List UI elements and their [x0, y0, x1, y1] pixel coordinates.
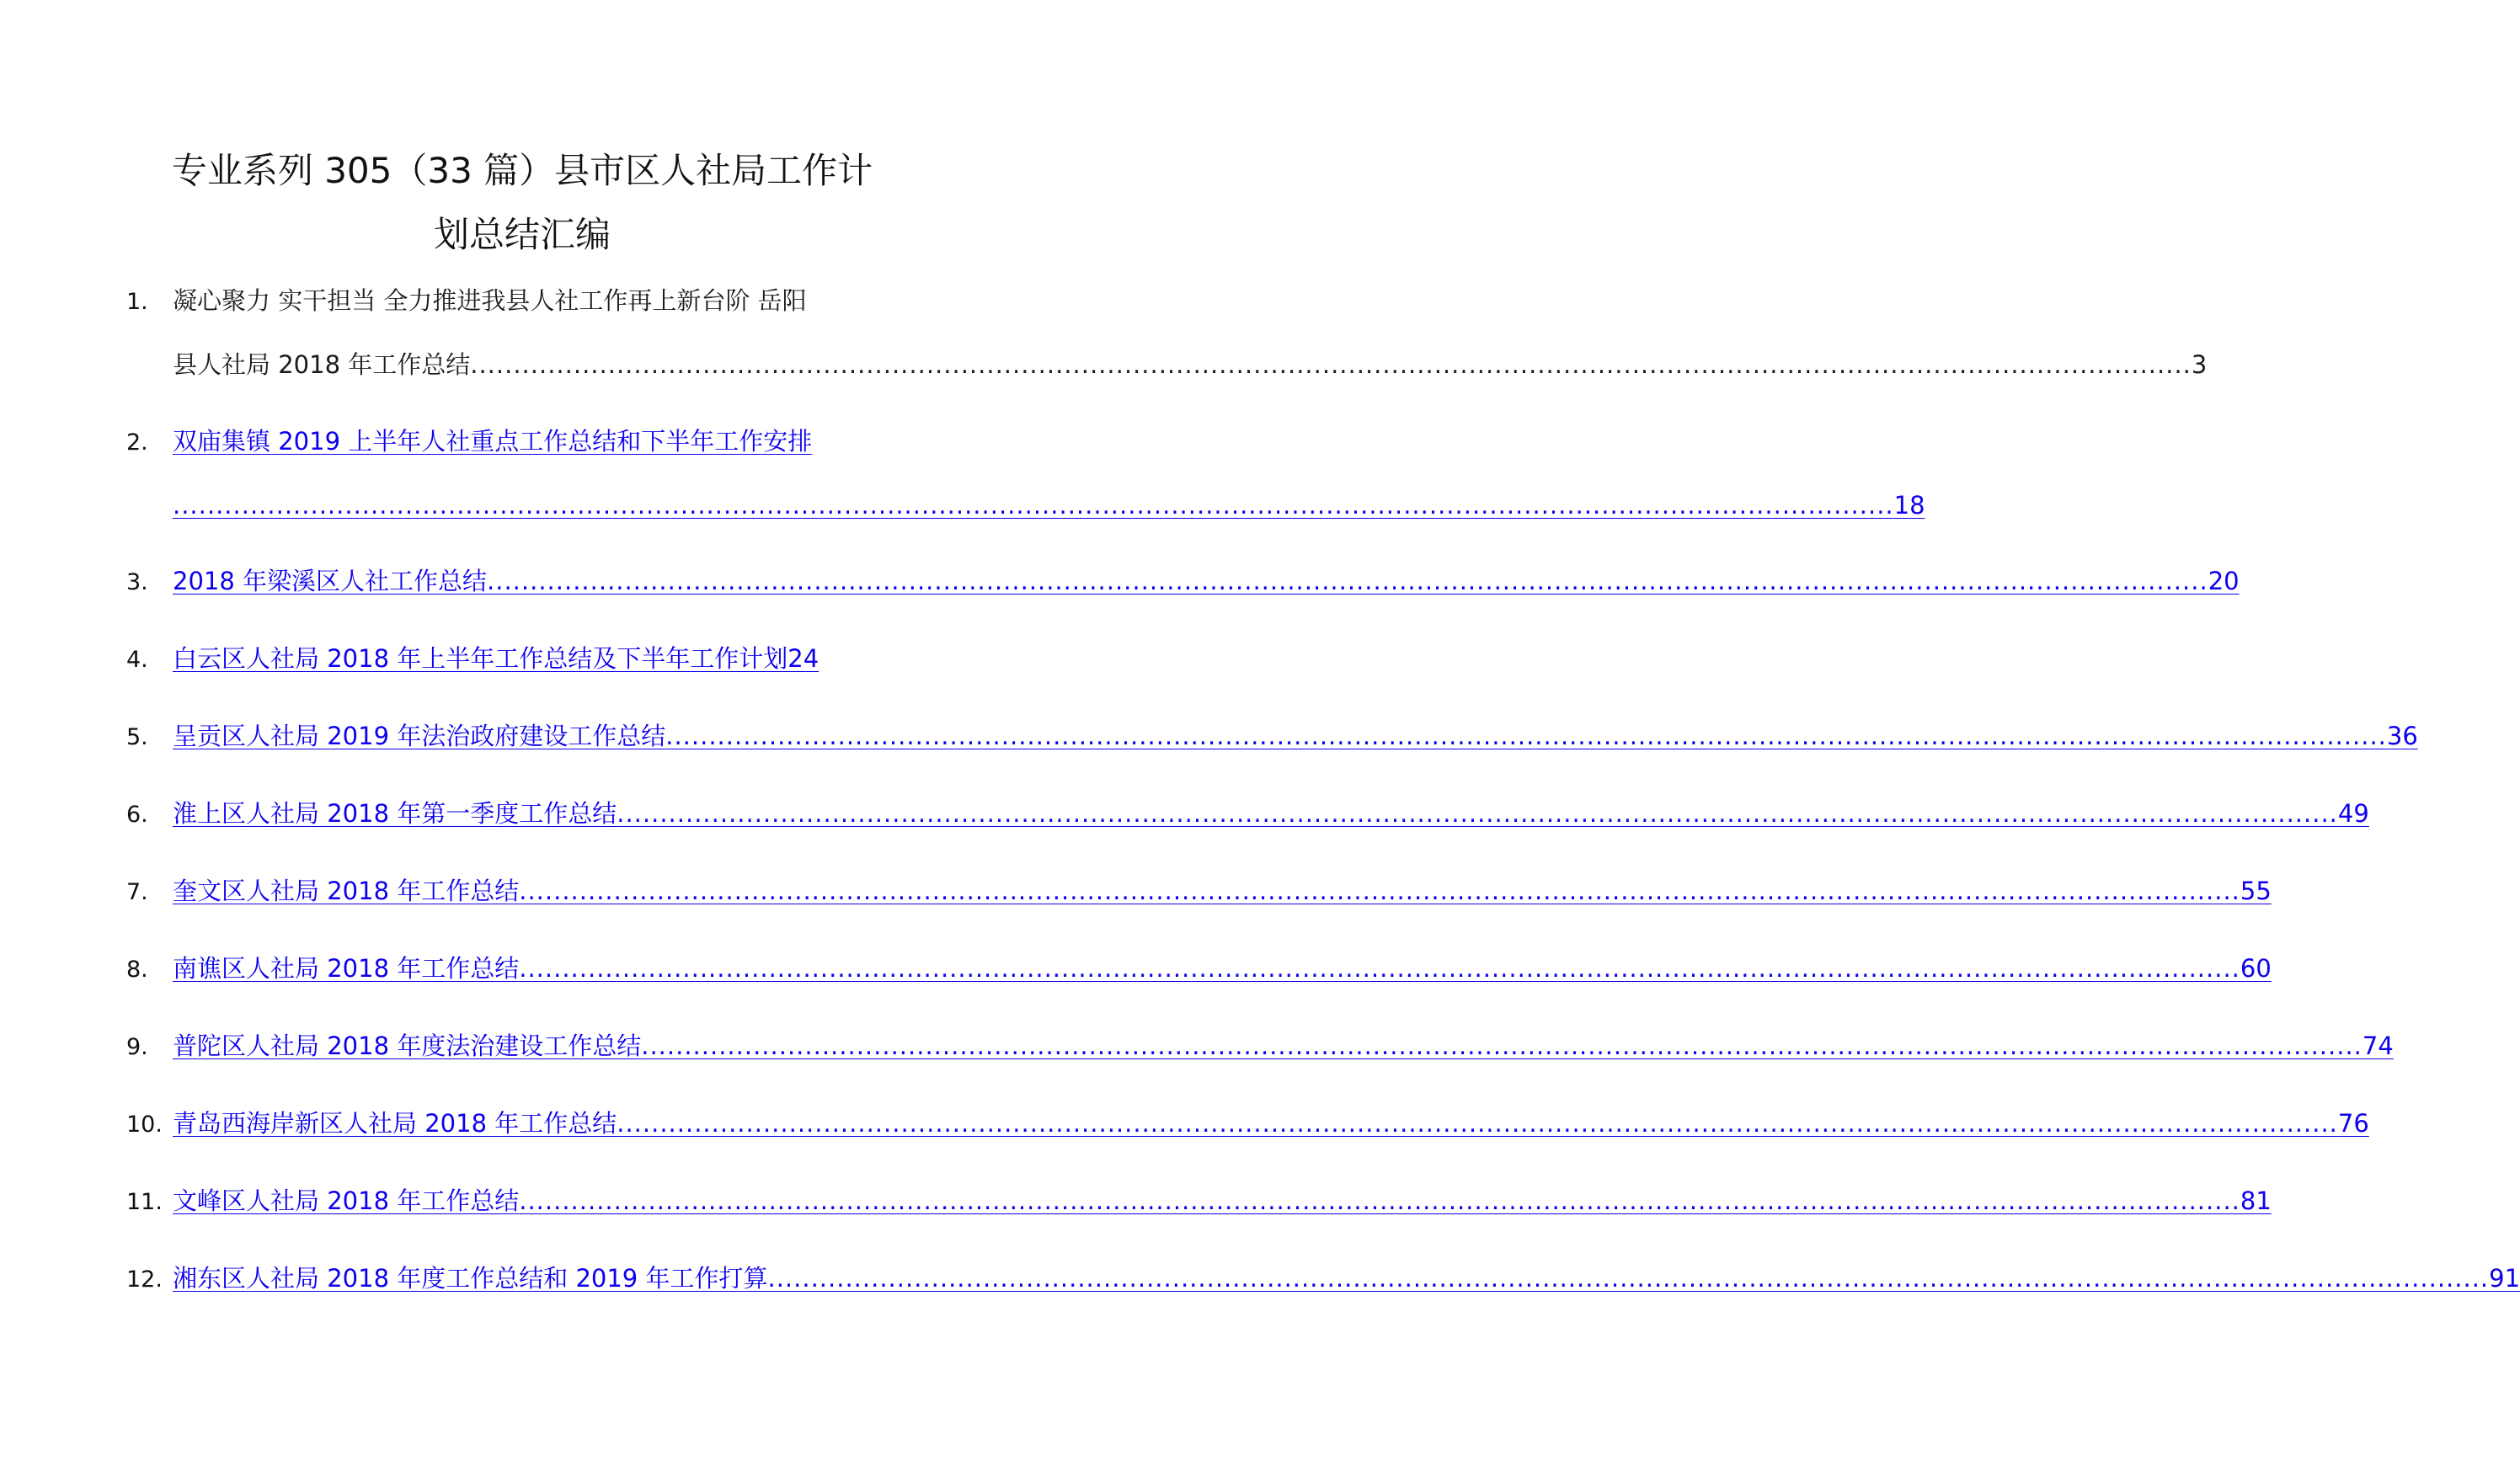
toc-leader-dots: ........................................................................................................................................................................................................	[519, 1186, 2240, 1215]
toc-link-8[interactable]	[173, 954, 2272, 983]
toc-leader-dots: ........................................................................................................................................................................................................	[641, 1032, 2362, 1060]
toc-item-title: 南谯区人社局 2018 年工作总结	[173, 954, 520, 983]
toc-item-number: 10.	[126, 1112, 163, 1138]
toc-item-title: 青岛西海岸新区人社局 2018 年工作总结	[173, 1109, 617, 1138]
toc-link-11[interactable]	[173, 1186, 2272, 1215]
toc-link-6[interactable]	[173, 799, 2369, 828]
document-title-line-1: 专业系列 305（33 篇）县市区人社局工作计	[171, 150, 873, 191]
toc-leader-dots: ........................................................................................................................................................................................................	[617, 799, 2338, 828]
toc-link-2-line-1[interactable]: 双庙集镇 2019 上半年人社重点工作总结和下半年工作安排	[173, 427, 813, 456]
toc-page-number: 81	[2240, 1186, 2272, 1215]
toc-item-number: 2.	[126, 429, 148, 456]
toc-entry-1-line-2	[173, 350, 2208, 379]
toc-item-number: 6.	[126, 802, 148, 828]
toc-page-number: 24	[788, 644, 820, 673]
toc-leader-dots: ........................................................................................................................................................................................................	[665, 722, 2387, 750]
toc-link-10[interactable]	[173, 1109, 2369, 1138]
toc-page-number: 49	[2337, 799, 2369, 828]
toc-item-title: 白云区人社局 2018 年上半年工作总结及下半年工作计划	[173, 644, 788, 673]
toc-link-7[interactable]	[173, 877, 2272, 905]
toc-page-number: 55	[2240, 877, 2272, 905]
toc-item-title: 奎文区人社局 2018 年工作总结	[173, 877, 520, 905]
toc-link-4[interactable]	[173, 644, 880, 673]
toc-item-title: 县人社局 2018 年工作总结	[173, 350, 471, 379]
toc-item-title: 2018 年梁溪区人社工作总结	[173, 567, 488, 595]
toc-link-2-line-2[interactable]	[173, 491, 1925, 520]
document-title-line-2: 划总结汇编	[433, 214, 611, 255]
toc-link-3[interactable]	[173, 567, 2240, 595]
toc-page-number: 36	[2386, 722, 2418, 750]
toc-leader-dots: ........................................................................................................................................................................................................	[519, 954, 2240, 983]
toc-item-number: 9.	[126, 1034, 148, 1060]
toc-link-5[interactable]	[173, 722, 2418, 750]
toc-item-number: 12.	[126, 1266, 163, 1293]
toc-page-number: 20	[2208, 567, 2240, 595]
toc-item-number: 11.	[126, 1189, 163, 1215]
toc-item-title: 普陀区人社局 2018 年度法治建设工作总结	[173, 1032, 642, 1060]
toc-page-number: 18	[1893, 491, 1925, 520]
toc-item-title: 湘东区人社局 2018 年度工作总结和 2019 年工作打算	[173, 1264, 768, 1293]
toc-item-number: 1.	[126, 289, 148, 315]
toc-leader-dots: ........................................................................................................................................................................................................	[519, 877, 2240, 905]
toc-item-number: 8.	[126, 957, 148, 983]
toc-item-number: 5.	[126, 724, 148, 750]
toc-item-number: 7.	[126, 879, 148, 905]
toc-item-number: 4.	[126, 647, 148, 673]
toc-item-title-line-1: 凝心聚力 实干担当 全力推进我县人社工作再上新台阶 岳阳	[173, 286, 807, 315]
toc-link-12[interactable]	[173, 1264, 2520, 1293]
toc-item-title: 文峰区人社局 2018 年工作总结	[173, 1186, 520, 1215]
toc-leader-dots: ........................................................................................................................................................................................................	[487, 567, 2208, 595]
toc-leader-dots: ........................................................................................................................................................................................................	[767, 1264, 2490, 1293]
toc-leader-dots: ........................................................................................................................................................................................................	[470, 350, 2192, 379]
toc-item-number: 3.	[126, 569, 148, 595]
toc-page-number: 76	[2337, 1109, 2369, 1138]
toc-page-number: 74	[2362, 1032, 2394, 1060]
toc-item-title: 呈贡区人社局 2019 年法治政府建设工作总结	[173, 722, 666, 750]
toc-page-number: 60	[2240, 954, 2272, 983]
toc-link-9[interactable]	[173, 1032, 2394, 1060]
toc-leader-dots: ........................................................................................................................................................................................................	[173, 491, 1894, 520]
toc-page-number: 3	[2191, 350, 2208, 379]
toc-leader-dots: ........................................................................................................................................................................................................	[617, 1109, 2338, 1138]
toc-item-title: 淮上区人社局 2018 年第一季度工作总结	[173, 799, 617, 828]
toc-page-number: 91	[2489, 1264, 2520, 1293]
